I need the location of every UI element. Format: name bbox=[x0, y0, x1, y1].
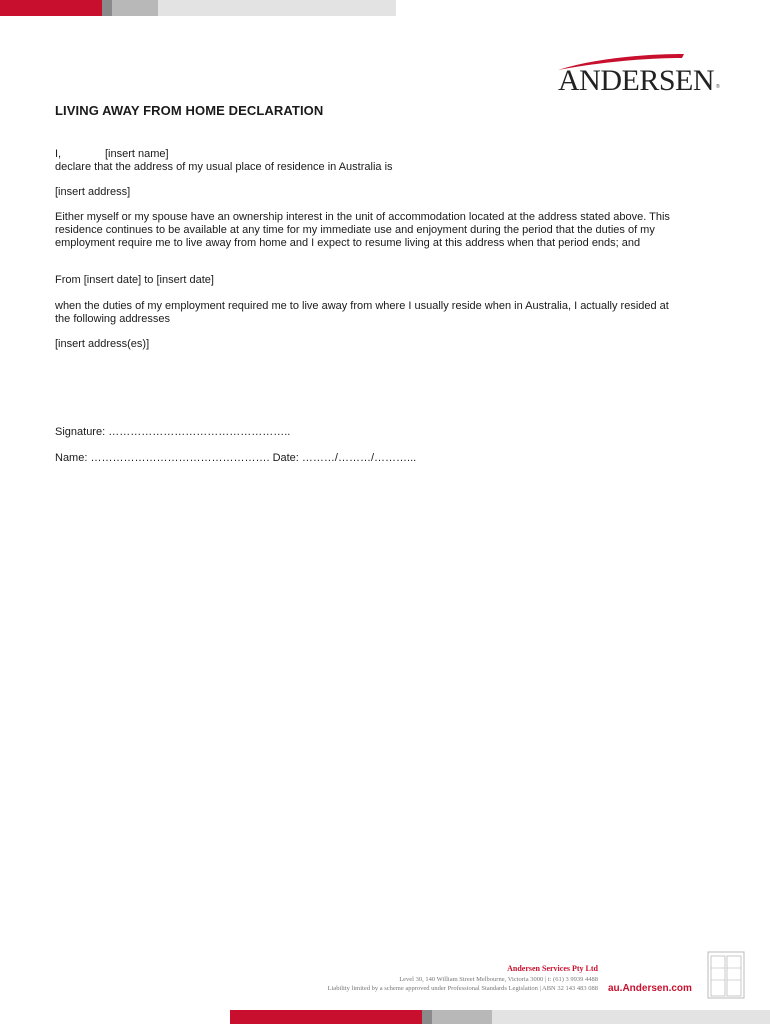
signature-line: Signature: ………………………………………….. bbox=[55, 426, 291, 438]
bottom-bar-gray bbox=[432, 1010, 492, 1024]
bottom-bar-dark-gray bbox=[422, 1010, 432, 1024]
line-i: I, bbox=[55, 148, 62, 160]
top-bar-red bbox=[0, 0, 102, 16]
top-bar-light-gray bbox=[158, 0, 396, 16]
bottom-bar-light-gray bbox=[492, 1010, 770, 1024]
insert-address-field: [insert address] bbox=[55, 186, 131, 198]
footer-liability: Liability limited by a scheme approved under Professional Standards Legislation | ABN 32 143 483 088 bbox=[327, 985, 598, 992]
ownership-paragraph: Either myself or my spouse have an ownership interest in the unit of accommodation located at the address stated above. This residence continues to be available at any time for my immediate use and enjoyment during the period that the duties of my employment require me to live away from home and I expect to resume living at this address when that period ends; and bbox=[55, 211, 670, 249]
footer-company-name: Andersen Services Pty Ltd bbox=[507, 964, 598, 973]
bottom-bar-red bbox=[230, 1010, 422, 1024]
document-title: LIVING AWAY FROM HOME DECLARATION bbox=[55, 103, 324, 118]
name-line bbox=[55, 148, 675, 161]
duties-paragraph: when the duties of my employment required me to live away from where I usually reside when in Australia, I actually resided at the following addresses bbox=[55, 300, 669, 325]
top-bar-gray bbox=[112, 0, 158, 16]
insert-addresses-field: [insert address(es)] bbox=[55, 338, 150, 350]
name-date-line: Name: …………………………………………. Date: ………/………/………... bbox=[55, 452, 417, 464]
andersen-logo bbox=[556, 52, 724, 96]
logo-trademark: ® bbox=[716, 84, 720, 90]
door-icon bbox=[706, 950, 746, 1000]
logo-text: ANDERSEN bbox=[558, 64, 715, 97]
footer-website-link[interactable]: au.Andersen.com bbox=[608, 983, 692, 994]
top-bar-dark-gray bbox=[102, 0, 112, 16]
top-color-bar bbox=[0, 0, 396, 16]
declare-line: declare that the address of my usual place of residence in Australia is bbox=[55, 161, 393, 173]
insert-name-field: [insert name] bbox=[105, 148, 169, 160]
bottom-color-bar bbox=[230, 1010, 770, 1024]
footer-address: Level 30, 140 William Street Melbourne, Victoria 3000 | t: (61) 3 9939 4488 bbox=[399, 976, 598, 983]
from-dates-line: From [insert date] to [insert date] bbox=[55, 274, 214, 286]
